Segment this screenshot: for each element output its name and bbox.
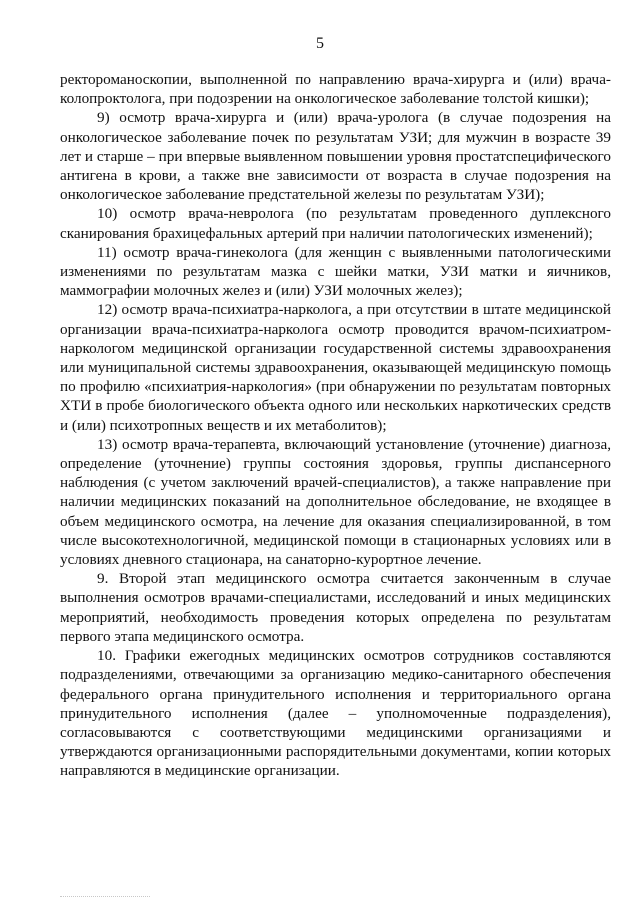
paragraph-item-11-gynecologist: 11) осмотр врача-гинеколога (для женщин с выявленными патологическими изменениями по результатам мазка с шейки матки, УЗИ матки и яичников, маммографии молочных желез и (или) УЗИ молочных желез); [60, 243, 611, 300]
paragraph-clause-10-schedules: 10. Графики ежегодных медицинских осмотров сотрудников составляются подразделениями, отвечающими за организацию медико-санитарного обеспечения федерального органа принудительного исполнения и территориального органа принудительного исполнения (далее – уполномоченные подразделения), согласовываются с соответствующими медицинскими организациями и утверждаются организационными распорядительными документами, копии которых направляются в медицинские организации. [60, 647, 611, 780]
paragraph-clause-9-second-stage: 9. Второй этап медицинского осмотра считается законченным в случае выполнения осмотров врачами-специалистами, исследований и иных медицинских мероприятий, необходимость проведения которых определена по результатам первого этапа медицинского осмотра. [60, 570, 611, 645]
paragraph-item-9-surgeon-urologist: 9) осмотр врача-хирурга и (или) врача-уролога (в случае подозрения на онкологическое заболевание почек по результатам УЗИ; для мужчин в возрасте 39 лет и старше – при впервые выявленном повышении уровня простатспецифического антигена в крови, а также вне зависимости от возраста в случае подозрения на онкологическое заболевание предстательной железы по результатам УЗИ); [60, 109, 611, 204]
page-number: 5 [316, 35, 324, 52]
scan-artifact [60, 896, 150, 903]
paragraph-item-10-neurologist: 10) осмотр врача-невролога (по результатам проведенного дуплексного сканирования брахицефальных артерий при наличии патологических изменений); [60, 205, 611, 242]
paragraph-item-12-psychiatrist-narcologist: 12) осмотр врача-психиатра-нарколога, а при отсутствии в штате медицинской организации врача-психиатра-нарколога осмотр проводится врачом-психиатром-наркологом медицинской организации государственной системы здравоохранения или муниципальной системы здравоохранения, оказывающей медицинскую помощь по профилю «психиатрия-наркология» (при обнаружении по результатам повторных ХТИ в пробе биологического объекта одного или нескольких наркотических средств и (или) психотропных веществ и их метаболитов); [60, 301, 611, 434]
paragraph-item-13-therapist: 13) осмотр врача-терапевта, включающий установление (уточнение) диагноза, определение (уточнение) группы состояния здоровья, группы диспансерного наблюдения (с учетом заключений врачей-специалистов), а также направление при наличии медицинских показаний на дополнительное обследование, не входящее в объем медицинского осмотра, на лечение для оказания специализированной, в том числе высокотехнологичной, медицинской помощи в стационарных условиях или в условиях дневного стационара, на санаторно-курортное лечение. [60, 435, 611, 569]
paragraph-continuation: ректороманоскопии, выполненной по направлению врача-хирурга и (или) врача-колопроктолога, при подозрении на онкологическое заболевание толстой кишки); [60, 71, 611, 108]
page-body [60, 70, 611, 781]
